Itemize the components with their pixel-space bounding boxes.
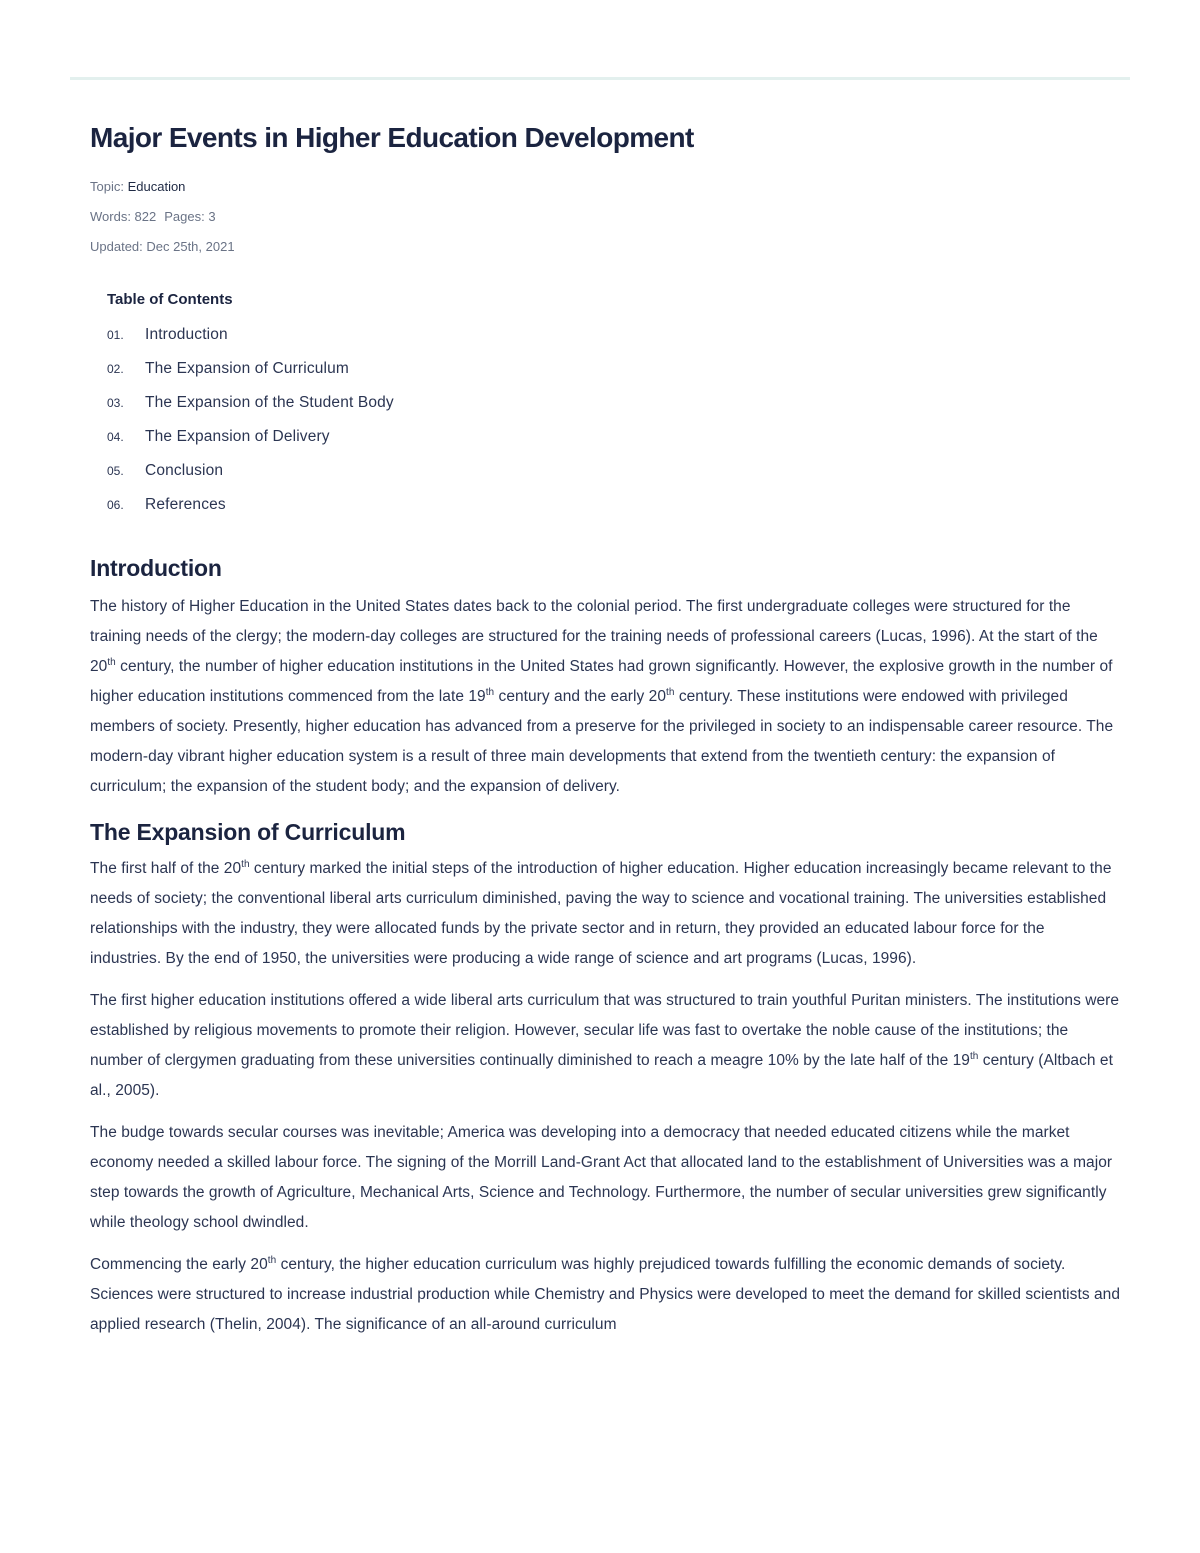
document-content	[90, 118, 1120, 1340]
toc-item-expansion-of-delivery[interactable]	[107, 420, 1120, 454]
top-divider	[70, 77, 1130, 80]
toc-item-expansion-of-student-body[interactable]	[107, 386, 1120, 420]
updated-date: Updated: Dec 25th, 2021	[90, 239, 235, 254]
topic-row	[90, 172, 1120, 202]
topic-label: Topic:	[90, 179, 124, 194]
toc-number: 06.	[107, 498, 124, 512]
ordinal-suffix: th	[485, 687, 495, 698]
toc-item-conclusion[interactable]	[107, 454, 1120, 488]
curriculum-paragraph-1: The first half of the 20th century marked the initial steps of the introduction of higher education. Higher education increasingly became relevant to the needs of society; the conventional liberal arts curriculum diminished, paving the way to science and vocational training. The universities established relationships with the industry, they were allocated funds by the private sector and in return, they provided an educated labour force for the industries. By the end of 1950, the universities were producing a wide range of science and art programs (Lucas, 1996).	[90, 859, 1112, 967]
updated-row	[90, 232, 1120, 262]
ordinal-suffix: th	[267, 1255, 277, 1266]
ordinal-suffix: th	[666, 687, 675, 698]
toc-number: 01.	[107, 328, 124, 342]
curriculum-paragraph-2: The first higher education institutions offered a wide liberal arts curriculum that was structured to train youthful Puritan ministers. The institutions were established by religious movements to promote their religion. However, secular life was fast to overtake the noble cause of the institutions; the number of clergymen graduating from these universities continually diminished to reach a meagre 10% by the late half of the 19th century (Altbach et al., 2005).	[90, 992, 1120, 1099]
toc-link[interactable]: Introduction	[145, 326, 228, 343]
toc-title: Table of Contents	[107, 291, 233, 308]
page-title: Major Events in Higher Education Development	[90, 122, 694, 153]
curriculum-paragraph-4: Commencing the early 20th century, the higher education curriculum was highly prejudiced towards fulfilling the economic demands of society. Sciences were structured to increase industrial production while Chemistry and Physics were developed to meet the demand for skilled scientists and applied research (Thelin, 2004). The significance of an all-around curriculum	[90, 1255, 1120, 1333]
ordinal-suffix: th	[969, 1051, 979, 1062]
ordinal-suffix: th	[241, 859, 250, 870]
toc-item-references[interactable]	[107, 488, 1120, 522]
toc-link[interactable]: Conclusion	[145, 462, 224, 479]
toc-number: 04.	[107, 430, 124, 444]
stats-row	[90, 202, 1120, 232]
section-heading-curriculum: The Expansion of Curriculum	[90, 819, 406, 845]
toc-link[interactable]: The Expansion of Delivery	[145, 428, 330, 445]
ordinal-suffix: th	[107, 657, 116, 668]
toc-link[interactable]: The Expansion of Curriculum	[145, 360, 349, 377]
toc-number: 02.	[107, 362, 124, 376]
intro-paragraph: The history of Higher Education in the United States dates back to the colonial period. The first undergraduate colleges were structured for the training needs of the clergy; the modern-day colleges are structured for the training needs of professional careers (Lucas, 1996). At the start of the 20th century, the number of higher education institutions in the United States had grown significantly. However, the explosive growth in the number of higher education institutions commenced from the late 19th century and the early 20th century. These institutions were endowed with privileged members of society. Presently, higher education has advanced from a preserve for the privileged in society to an indispensable career resource. The modern-day vibrant higher education system is a result of three main developments that extend from the twentieth century: the expansion of curriculum; the expansion of the student body; and the expansion of delivery.	[90, 598, 1114, 795]
topic-value[interactable]: Education	[127, 179, 186, 194]
toc-item-introduction[interactable]	[107, 318, 1120, 352]
toc-link[interactable]: References	[145, 496, 226, 513]
toc-link[interactable]: The Expansion of the Student Body	[145, 394, 394, 411]
curriculum-paragraph-3: The budge towards secular courses was inevitable; America was developing into a democracy that needed educated citizens while the market economy needed a skilled labour force. The signing of the Morrill Land-Grant Act that allocated land to the establishment of Universities was a major step towards the growth of Agriculture, Mechanical Arts, Science and Technology. Furthermore, the number of secular universities grew significantly while theology school dwindled.	[90, 1124, 1113, 1231]
document-meta	[90, 172, 1120, 262]
toc-number: 05.	[107, 464, 124, 478]
section-heading-introduction: Introduction	[90, 555, 222, 581]
word-count: Words: 822	[90, 209, 157, 224]
toc-number: 03.	[107, 396, 124, 410]
page-count: Pages: 3	[164, 209, 216, 224]
table-of-contents	[107, 288, 1120, 522]
toc-item-expansion-of-curriculum[interactable]	[107, 352, 1120, 386]
